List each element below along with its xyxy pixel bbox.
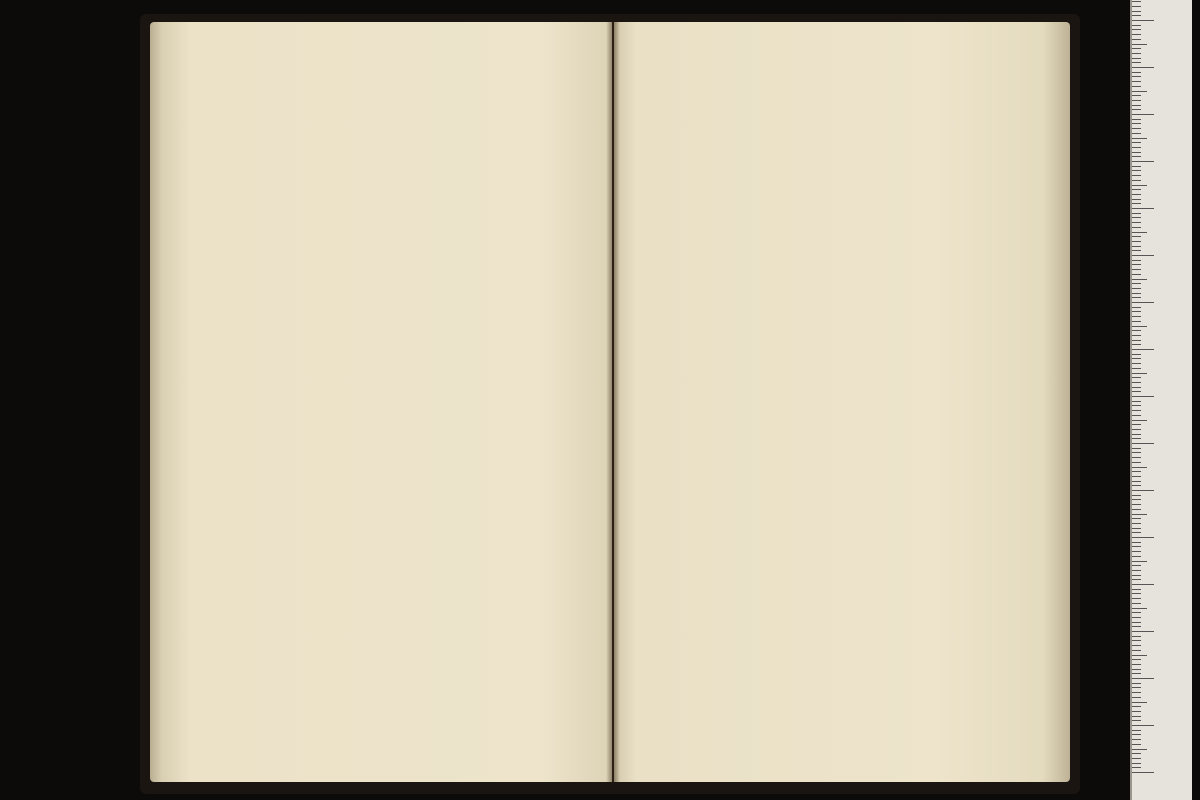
ruler-tick — [1132, 15, 1141, 16]
ruler-tick — [1132, 29, 1141, 30]
ruler-tick — [1132, 152, 1141, 153]
ruler-tick — [1132, 739, 1141, 740]
ruler-tick — [1132, 584, 1154, 585]
ruler-tick — [1132, 401, 1141, 402]
ruler-tick — [1132, 645, 1141, 646]
ruler-tick — [1132, 481, 1141, 482]
ruler-tick — [1132, 405, 1141, 406]
ruler-tick — [1132, 58, 1141, 59]
ruler-tick — [1132, 377, 1141, 378]
ruler-tick — [1132, 655, 1147, 656]
ruler-tick — [1132, 67, 1154, 68]
ruler-tick — [1132, 302, 1154, 303]
ruler-tick — [1132, 551, 1141, 552]
ruler-tick — [1132, 462, 1141, 463]
ruler-tick — [1132, 467, 1147, 468]
ruler-tick — [1132, 76, 1141, 77]
ruler-tick — [1132, 217, 1141, 218]
ruler-tick — [1132, 692, 1141, 693]
ruler-tick — [1132, 702, 1147, 703]
ruler-tick — [1132, 363, 1141, 364]
ruler-tick — [1132, 720, 1141, 721]
ruler-tick — [1132, 593, 1141, 594]
ruler-tick — [1132, 518, 1141, 519]
ruler-tick — [1132, 326, 1147, 327]
ruler-tick — [1132, 1, 1141, 2]
ruler-tick — [1132, 283, 1141, 284]
ruler-tick — [1132, 344, 1141, 345]
ruler-tick — [1132, 471, 1141, 472]
ruler-tick — [1132, 39, 1141, 40]
ruler-tick — [1132, 199, 1141, 200]
ruler-tick — [1132, 687, 1141, 688]
ruler-tick — [1132, 772, 1154, 773]
ruler-tick — [1132, 523, 1141, 524]
ruler-tick — [1132, 749, 1147, 750]
ruler-tick — [1132, 669, 1141, 670]
ruler-tick — [1132, 25, 1141, 26]
ruler-tick — [1132, 485, 1141, 486]
ruler-tick — [1132, 227, 1141, 228]
ruler-tick — [1132, 382, 1141, 383]
ruler-tick — [1132, 373, 1147, 374]
ruler-tick — [1132, 368, 1141, 369]
ruler-tick — [1132, 293, 1141, 294]
ruler-tick — [1132, 391, 1141, 392]
ruler-tick — [1132, 269, 1141, 270]
ruler-tick — [1132, 711, 1141, 712]
left-page — [150, 22, 612, 782]
ruler-tick — [1132, 716, 1141, 717]
ruler-tick — [1132, 260, 1141, 261]
ruler-tick — [1132, 476, 1141, 477]
ruler-tick — [1132, 424, 1141, 425]
ruler-tick — [1132, 194, 1141, 195]
ruler-tick — [1132, 589, 1141, 590]
ruler-tick — [1132, 6, 1141, 7]
ruler-tick — [1132, 650, 1141, 651]
ruler-tick — [1132, 330, 1141, 331]
ruler-tick — [1132, 495, 1141, 496]
right-page — [614, 22, 1070, 782]
ruler-tick — [1132, 438, 1141, 439]
ruler-tick — [1132, 542, 1141, 543]
ruler-tick — [1132, 264, 1141, 265]
ruler-tick — [1132, 514, 1147, 515]
ruler-tick — [1132, 429, 1141, 430]
ruler-tick — [1132, 556, 1141, 557]
ruler-tick — [1132, 763, 1141, 764]
ruler-tick — [1132, 34, 1141, 35]
ruler-tick — [1132, 725, 1154, 726]
ruler-tick — [1132, 62, 1141, 63]
ruler-tick — [1132, 758, 1141, 759]
ruler-tick — [1132, 119, 1141, 120]
ruler-tick — [1132, 546, 1141, 547]
ruler-tick — [1132, 734, 1141, 735]
ruler-tick — [1132, 335, 1141, 336]
ruler-tick — [1132, 138, 1147, 139]
ruler-tick — [1132, 622, 1141, 623]
ruler-tick — [1132, 208, 1154, 209]
ruler-tick — [1132, 142, 1141, 143]
ruler-tick — [1132, 340, 1141, 341]
ruler-tick — [1132, 532, 1141, 533]
ruler-tick — [1132, 697, 1141, 698]
ruler-tick — [1132, 241, 1141, 242]
ruler-tick — [1132, 579, 1141, 580]
ruler-tick — [1132, 100, 1141, 101]
ruler-tick — [1132, 175, 1141, 176]
ruler-tick — [1132, 528, 1141, 529]
ruler-tick — [1132, 189, 1141, 190]
ruler-tick — [1132, 561, 1147, 562]
ruler-tick — [1132, 11, 1141, 12]
ruler-tick — [1132, 415, 1141, 416]
ruler-tick — [1132, 170, 1141, 171]
ruler-tick — [1132, 448, 1141, 449]
ruler-tick — [1132, 434, 1141, 435]
ruler-tick — [1132, 499, 1141, 500]
ruler-tick — [1132, 156, 1141, 157]
ruler-tick — [1132, 105, 1141, 106]
ruler-tick — [1132, 72, 1141, 73]
ruler-tick — [1132, 537, 1154, 538]
ruler-tick — [1132, 452, 1141, 453]
book-gutter — [606, 22, 620, 782]
ruler-tick — [1132, 236, 1141, 237]
ruler-tick — [1132, 128, 1141, 129]
ruler-tick — [1132, 598, 1141, 599]
ruler-tick — [1132, 358, 1141, 359]
ruler-tick — [1132, 509, 1141, 510]
ruler-tick — [1132, 185, 1147, 186]
ruler-tick — [1132, 180, 1141, 181]
ruler-tick — [1132, 311, 1141, 312]
ruler-tick — [1132, 307, 1141, 308]
ruler-tick — [1132, 255, 1154, 256]
ruler-tick — [1132, 659, 1141, 660]
ruler-tick — [1132, 570, 1141, 571]
ruler-tick — [1132, 203, 1141, 204]
ruler-tick — [1132, 617, 1141, 618]
ruler-tick — [1132, 288, 1141, 289]
ruler-tick — [1132, 664, 1141, 665]
ruler-tick — [1132, 81, 1141, 82]
ruler-tick — [1132, 109, 1141, 110]
ruler-tick — [1132, 250, 1141, 251]
ruler-tick — [1132, 457, 1141, 458]
ruler-tick — [1132, 114, 1154, 115]
ruler-tick — [1132, 396, 1154, 397]
ruler-tick — [1132, 297, 1141, 298]
ruler-tick — [1132, 443, 1154, 444]
ruler-tick — [1132, 161, 1154, 162]
text-line — [248, 87, 290, 105]
ruler-tick — [1132, 316, 1141, 317]
ruler-tick — [1132, 133, 1141, 134]
ruler-tick — [1132, 608, 1147, 609]
ruler-tick — [1132, 232, 1147, 233]
ruler-tick — [1132, 213, 1141, 214]
ruler-tick — [1132, 575, 1141, 576]
ruler-tick — [1132, 683, 1141, 684]
ruler-tick — [1132, 410, 1141, 411]
ruler-tick — [1132, 48, 1141, 49]
ruler-tick — [1132, 147, 1141, 148]
ruler-tick — [1132, 420, 1147, 421]
ruler-tick — [1132, 612, 1141, 613]
ruler-tick — [1132, 603, 1141, 604]
ruler-tick — [1132, 673, 1141, 674]
ruler-tick — [1132, 640, 1141, 641]
ruler-tick — [1132, 222, 1141, 223]
measuring-ruler — [1132, 0, 1192, 800]
ruler-tick — [1132, 706, 1141, 707]
ruler-tick — [1132, 565, 1141, 566]
ruler-tick — [1132, 626, 1141, 627]
ruler-tick — [1132, 166, 1141, 167]
ruler-tick — [1132, 279, 1147, 280]
ruler-tick — [1132, 744, 1141, 745]
ruler-tick — [1132, 44, 1147, 45]
ruler-tick — [1132, 636, 1141, 637]
ruler-tick — [1132, 321, 1141, 322]
ruler-tick — [1132, 504, 1141, 505]
ruler-tick — [1132, 631, 1154, 632]
ruler-tick — [1132, 91, 1147, 92]
ruler-tick — [1132, 490, 1154, 491]
ruler-tick — [1132, 767, 1141, 768]
ruler-tick — [1132, 123, 1141, 124]
ruler-tick — [1132, 354, 1141, 355]
ruler-tick — [1132, 349, 1154, 350]
ruler-tick — [1132, 246, 1141, 247]
ruler-tick — [1132, 95, 1141, 96]
ruler-tick — [1132, 274, 1141, 275]
ruler-tick — [1132, 53, 1141, 54]
ruler-tick — [1132, 730, 1141, 731]
ruler-tick — [1132, 753, 1141, 754]
ruler-tick — [1132, 678, 1154, 679]
ruler-tick — [1132, 387, 1141, 388]
ruler-tick — [1132, 20, 1154, 21]
ruler-tick — [1132, 86, 1141, 87]
